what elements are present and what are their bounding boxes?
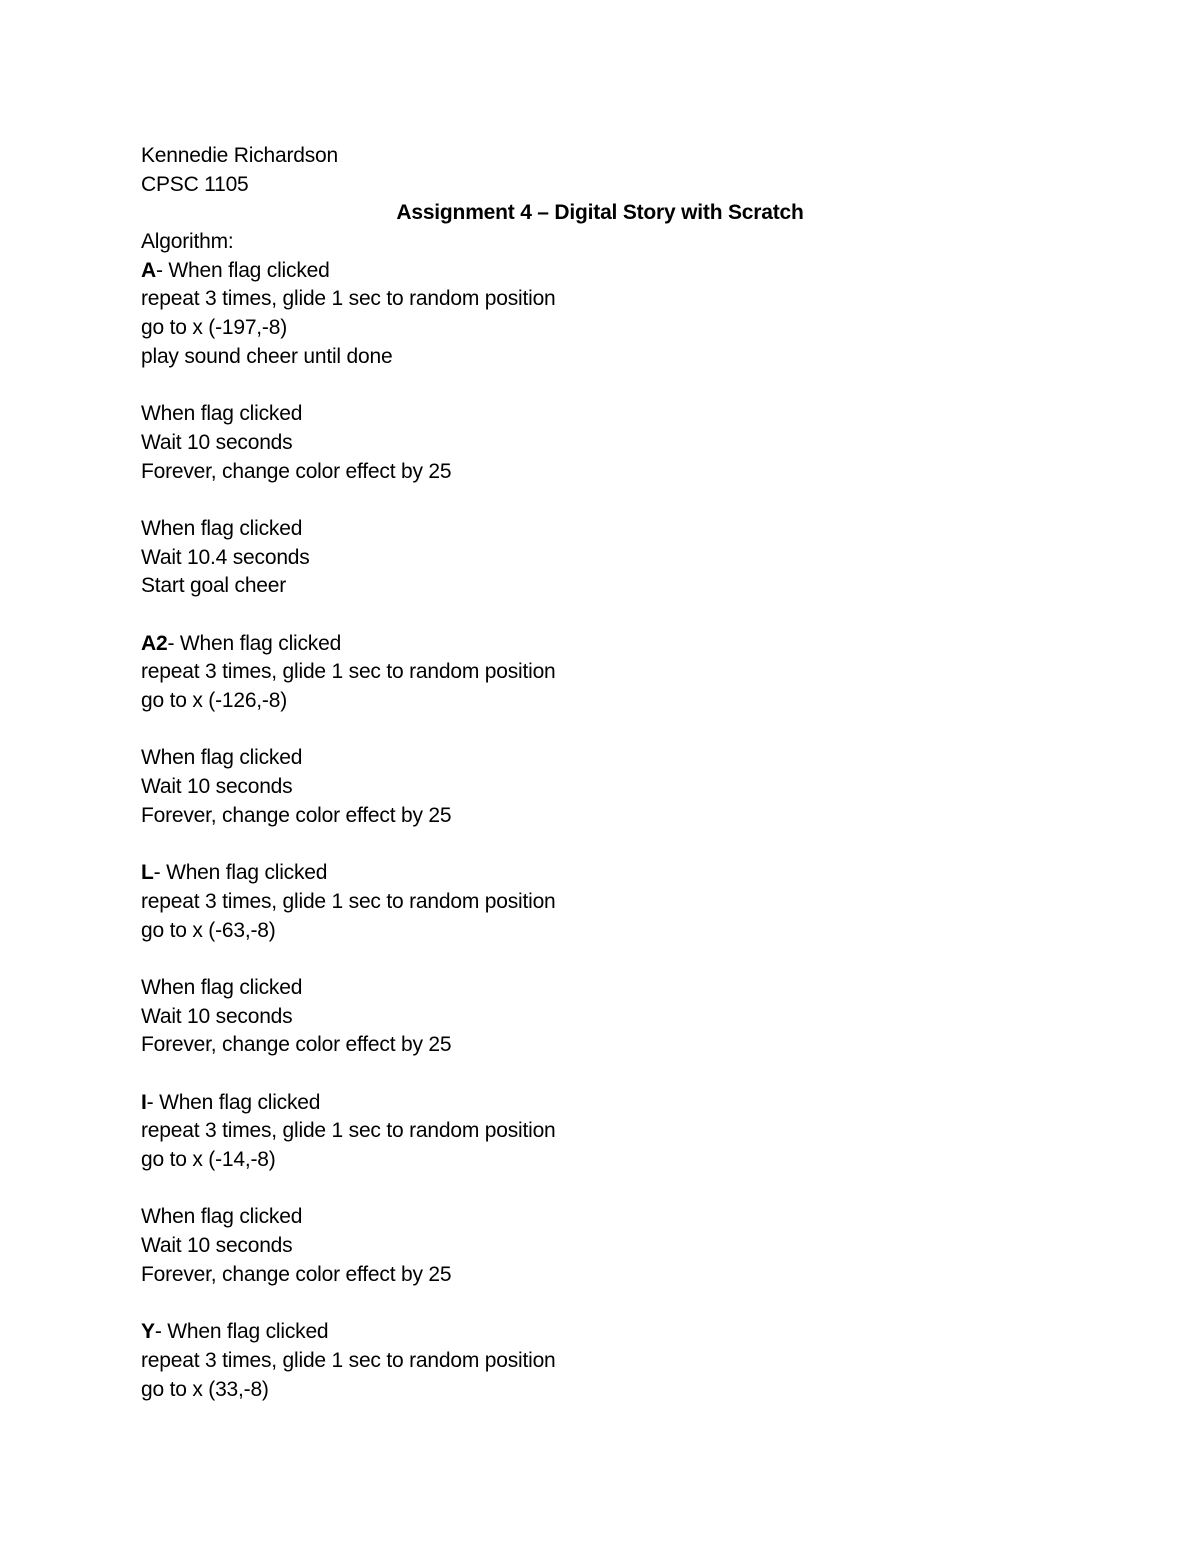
sprite-label: L xyxy=(141,861,154,885)
algorithm-blocks xyxy=(141,257,1061,1405)
block-step-line: Wait 10 seconds xyxy=(141,1004,293,1028)
block-spacer xyxy=(141,1290,1061,1319)
trigger-text: - When flag clicked xyxy=(153,861,328,885)
block-spacer xyxy=(141,486,1061,515)
block-step-line: repeat 3 times, glide 1 sec to random position xyxy=(141,660,556,684)
block-trigger-line xyxy=(141,1318,1061,1347)
block-step-line: Start goal cheer xyxy=(141,574,287,598)
trigger-text: - When flag clicked xyxy=(155,258,330,282)
block-step-line: go to x (-197,-8) xyxy=(141,316,287,340)
trigger-text: When flag clicked xyxy=(141,746,303,770)
block-step-line: go to x (-126,-8) xyxy=(141,689,287,713)
block-trigger-line xyxy=(141,859,1061,888)
block-step-line: play sound cheer until done xyxy=(141,344,393,368)
block-spacer xyxy=(141,601,1061,630)
algorithm-block xyxy=(141,1203,1061,1289)
algorithm-block xyxy=(141,1089,1061,1175)
block-step-line: Forever, change color effect by 25 xyxy=(141,459,452,483)
block-trigger-line xyxy=(141,744,1061,773)
trigger-text: When flag clicked xyxy=(141,516,303,540)
algorithm-block xyxy=(141,859,1061,945)
block-spacer xyxy=(141,1175,1061,1204)
author-name: Kennedie Richardson xyxy=(141,144,339,167)
sprite-label: Y xyxy=(141,1320,155,1344)
block-step-line: Wait 10 seconds xyxy=(141,775,293,799)
trigger-text: - When flag clicked xyxy=(146,1090,321,1114)
algorithm-block xyxy=(141,257,1061,372)
trigger-text: When flag clicked xyxy=(141,402,303,426)
sprite-label: I xyxy=(141,1090,147,1114)
block-step-line: go to x (-14,-8) xyxy=(141,1148,276,1172)
block-trigger-line xyxy=(141,400,1061,429)
algorithm-block xyxy=(141,744,1061,830)
block-trigger-line xyxy=(141,1089,1061,1118)
algorithm-block xyxy=(141,974,1061,1060)
algorithm-block xyxy=(141,630,1061,716)
algorithm-block xyxy=(141,1318,1061,1404)
block-spacer xyxy=(141,716,1061,745)
trigger-text: When flag clicked xyxy=(141,975,303,999)
block-trigger-line xyxy=(141,974,1061,1003)
block-step-line: Wait 10 seconds xyxy=(141,1234,293,1258)
sprite-label: A2 xyxy=(141,631,168,655)
block-step-line: Forever, change color effect by 25 xyxy=(141,1262,452,1286)
block-trigger-line xyxy=(141,515,1061,544)
algorithm-block xyxy=(141,400,1061,486)
block-spacer xyxy=(141,831,1061,860)
block-step-line: Forever, change color effect by 25 xyxy=(141,803,452,827)
block-trigger-line xyxy=(141,1203,1061,1232)
block-spacer xyxy=(141,945,1061,974)
trigger-text: - When flag clicked xyxy=(167,631,342,655)
algorithm-heading: Algorithm: xyxy=(141,230,234,254)
trigger-text: - When flag clicked xyxy=(154,1320,329,1344)
document-title-row xyxy=(141,199,1061,228)
block-step-line: go to x (-63,-8) xyxy=(141,918,276,942)
block-trigger-line xyxy=(141,630,1061,659)
block-step-line: Wait 10.4 seconds xyxy=(141,545,310,569)
algorithm-block xyxy=(141,515,1061,601)
course-code: CPSC 1105 xyxy=(141,172,249,196)
block-spacer xyxy=(141,372,1061,401)
block-step-line: Forever, change color effect by 25 xyxy=(141,1033,452,1057)
block-trigger-line xyxy=(141,257,1061,286)
trigger-text: When flag clicked xyxy=(141,1205,303,1229)
block-spacer xyxy=(141,1060,1061,1089)
document-title: Assignment 4 – Digital Story with Scratch xyxy=(396,201,804,225)
block-step-line: Wait 10 seconds xyxy=(141,430,293,454)
block-step-line: go to x (33,-8) xyxy=(141,1377,269,1401)
block-step-line: repeat 3 times, glide 1 sec to random position xyxy=(141,1119,556,1143)
block-step-line: repeat 3 times, glide 1 sec to random position xyxy=(141,287,556,311)
sprite-label: A xyxy=(141,258,156,282)
document-content xyxy=(141,142,1061,1404)
block-step-line: repeat 3 times, glide 1 sec to random position xyxy=(141,889,556,913)
block-step-line: repeat 3 times, glide 1 sec to random position xyxy=(141,1348,556,1372)
